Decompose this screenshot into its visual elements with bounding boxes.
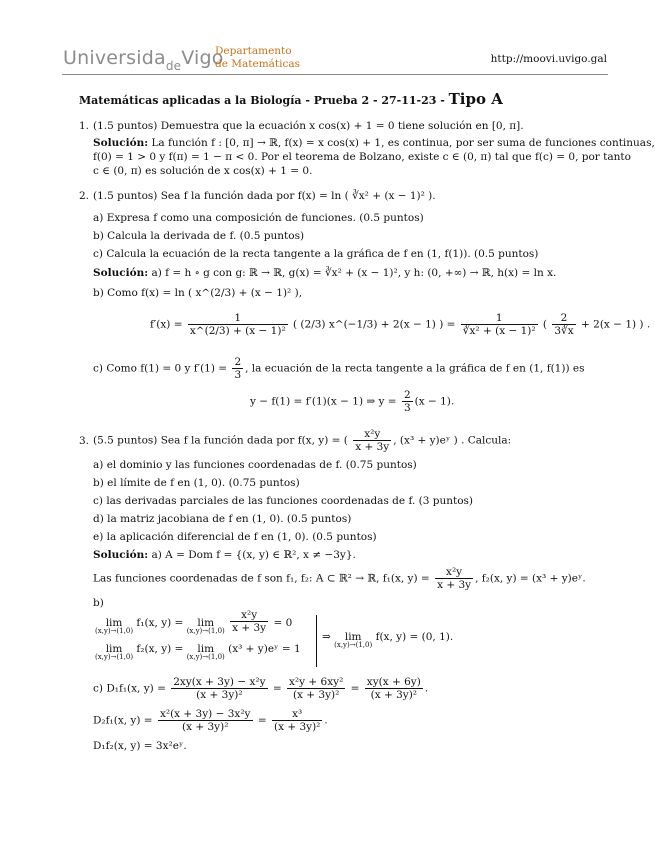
problem-2-solution-a: Solución: a) f = h ∘ g con g: ℝ → ℝ, g(x) = ∛x² + (x − 1)², y h: (0, +∞) → ℝ, h(x) = ln x. <box>93 267 557 279</box>
fraction: $\frac{\text{2xy(x + 3y) − x²y}}{\text{(x + 3y)²}}$ <box>173 676 266 701</box>
fraction: $\frac{1}{\text{x\textasciicircum{}(2/3) + (x − 1)²}}$ <box>189 312 286 337</box>
problem-1-solution-line-2: f(0) = 1 > 0 y f(π) = 1 − π < 0. Por el teorema de Bolzano, existe c ∈ (0, π) tal que f(c) = 0, por tanto <box>93 151 631 163</box>
fraction: $\frac{\text{x²y}}{x + 3y}$ <box>355 428 390 453</box>
limit-f2: lim (x,y)→(1,0) f₂(x, y) = lim (x,y)→(1,0) (x³ + y)eʸ = 1 <box>95 643 301 661</box>
fraction: $\frac{\text{x²y}}{x + 3y}$ <box>437 566 472 591</box>
problem-3-statement: (5.5 puntos) Sea f la función dada por f(x, y) = ( $\frac{\text{x²y}}{x + 3y}$ , (x³ + y)eʸ ) . Calcula: <box>93 428 512 453</box>
fraction: $\frac{\text{x³}}{\text{(x + 3y)²}}$ <box>273 708 321 733</box>
problem-2-solution-b: b) Como f(x) = ln ( x^(2/3) + (x − 1)² ), <box>93 287 303 299</box>
partial-D2f1: D₂f₁(x, y) = $\frac{\text{x²(x + 3y) − 3x²y}}{\text{(x + 3y)²}}$ = $\frac{\text{x³}}{\text{(x + 3y)²}}$ . <box>93 708 328 733</box>
coordinate-functions: Las funciones coordenadas de f son f₁, f₂: A ⊂ ℝ² → ℝ, f₁(x, y) = $\frac{\text{x²y}}{x + 3y}$ , f₂(x, y) = (x³ + y)eʸ. <box>93 566 586 591</box>
fraction: $\frac{2}{3}$ <box>234 356 242 381</box>
department-name: Departamento de Matemáticas <box>215 45 301 70</box>
fraction: $\frac{2}{3∛x}$ <box>554 312 574 337</box>
problem-3-solution-b-label: b) <box>93 597 104 609</box>
problem-1-statement: (1.5 puntos) Demuestra que la ecuación x cos(x) + 1 = 0 tiene solución en [0, π]. <box>93 120 524 132</box>
problem-1-number: 1. <box>79 120 90 132</box>
tangent-line-equation: y − f(1) = f′(1)(x − 1) ⇒ y = $\frac{2}{3}$ (x − 1). <box>250 389 455 414</box>
fraction: $\frac{2}{3}$ <box>403 389 411 414</box>
limit-conclusion: ⇒ lim (x,y)→(1,0) f(x, y) = (0, 1). <box>322 631 454 649</box>
partial-D1f2: D₁f₂(x, y) = 3x²eʸ. <box>93 740 187 752</box>
problem-2-part-a: a) Expresa f como una composición de funciones. (0.5 puntos) <box>93 212 424 224</box>
problem-3-number: 3. <box>79 435 90 447</box>
fraction: $\frac{1}{\text{∛x² + (x − 1)²}}$ <box>462 312 536 337</box>
problem-3-part-b: b) el límite de f en (1, 0). (0.75 puntos) <box>93 477 300 489</box>
fraction: $\frac{\text{x²y}}{x + 3y}$ <box>232 609 267 634</box>
fraction: $\frac{\text{x²y + 6xy²}}{\text{(x + 3y)²}}$ <box>289 676 344 701</box>
limit-f1: lim (x,y)→(1,0) f₁(x, y) = lim (x,y)→(1,0) $\frac{\text{x²y}}{x + 3y}$ = 0 <box>95 609 293 635</box>
header-divider <box>62 74 608 75</box>
problem-1-solution-line-1: Solución: La función f : [0, π] → ℝ, f(x) = x cos(x) + 1, es continua, por ser suma de funciones continuas, <box>93 137 655 149</box>
fraction: $\frac{xy(x + 6y)}{\text{(x + 3y)²}}$ <box>366 676 421 701</box>
exam-title: Matemáticas aplicadas a la Biología - Prueba 2 - 27-11-23 - Tipo A <box>79 90 503 108</box>
partial-D1f1: c) D₁f₁(x, y) = $\frac{\text{2xy(x + 3y) − x²y}}{\text{(x + 3y)²}}$ = $\frac{\text{x²y + 6xy²}}{\text{(x + 3y)²}}$ = $\frac{xy(x + 6y)}{\text{(x + 3y)²}}$ . <box>93 676 429 701</box>
derivative-equation: f′(x) = $\frac{1}{\text{x\textasciicircum{}(2/3) + (x − 1)²}}$ ( (2/3) x^(−1/3) + 2(x − 1) ) = $\frac{1}{\text{∛x² + (x − 1)²}}$ ( $\frac{2}{3∛x}$ + 2(x − 1) ) . <box>150 312 651 337</box>
university-logo: Universida$_{de}$Vigo <box>63 47 224 73</box>
problem-2-number: 2. <box>79 190 90 202</box>
problem-3-part-c: c) las derivadas parciales de las funciones coordenadas de f. (3 puntos) <box>93 495 474 507</box>
website-link[interactable]: http://moovi.uvigo.gal <box>490 53 607 65</box>
problem-3-part-e: e) la aplicación diferencial de f en (1, 0). (0.5 puntos) <box>93 531 377 543</box>
problem-1-solution-line-3: c ∈ (0, π) es solución de x cos(x) + 1 = 0. <box>93 165 313 177</box>
fraction: $\frac{\text{x²(x + 3y) − 3x²y}}{\text{(x + 3y)²}}$ <box>159 708 251 733</box>
problem-2-statement: (1.5 puntos) Sea f la función dada por f(x) = ln ( ∛x² + (x − 1)² ). <box>93 190 436 202</box>
problem-3-solution-a: Solución: a) A = Dom f = {(x, y) ∈ ℝ², x ≠ −3y}. <box>93 549 356 561</box>
problem-3-part-d: d) la matriz jacobiana de f en (1, 0). (0.5 puntos) <box>93 513 352 525</box>
problem-3-part-a: a) el dominio y las funciones coordenadas de f. (0.75 puntos) <box>93 459 417 471</box>
problem-2-part-b: b) Calcula la derivada de f. (0.5 puntos) <box>93 230 305 242</box>
problem-2-part-c: c) Calcula la ecuación de la recta tangente a la gráfica de f en (1, f(1)). (0.5 puntos) <box>93 248 539 260</box>
limit-divider <box>316 615 317 667</box>
problem-2-solution-c: c) Como f(1) = 0 y f′(1) = $\frac{2}{3}$ , la ecuación de la recta tangente a la gráfica de f en (1, f(1)) es <box>93 356 585 381</box>
